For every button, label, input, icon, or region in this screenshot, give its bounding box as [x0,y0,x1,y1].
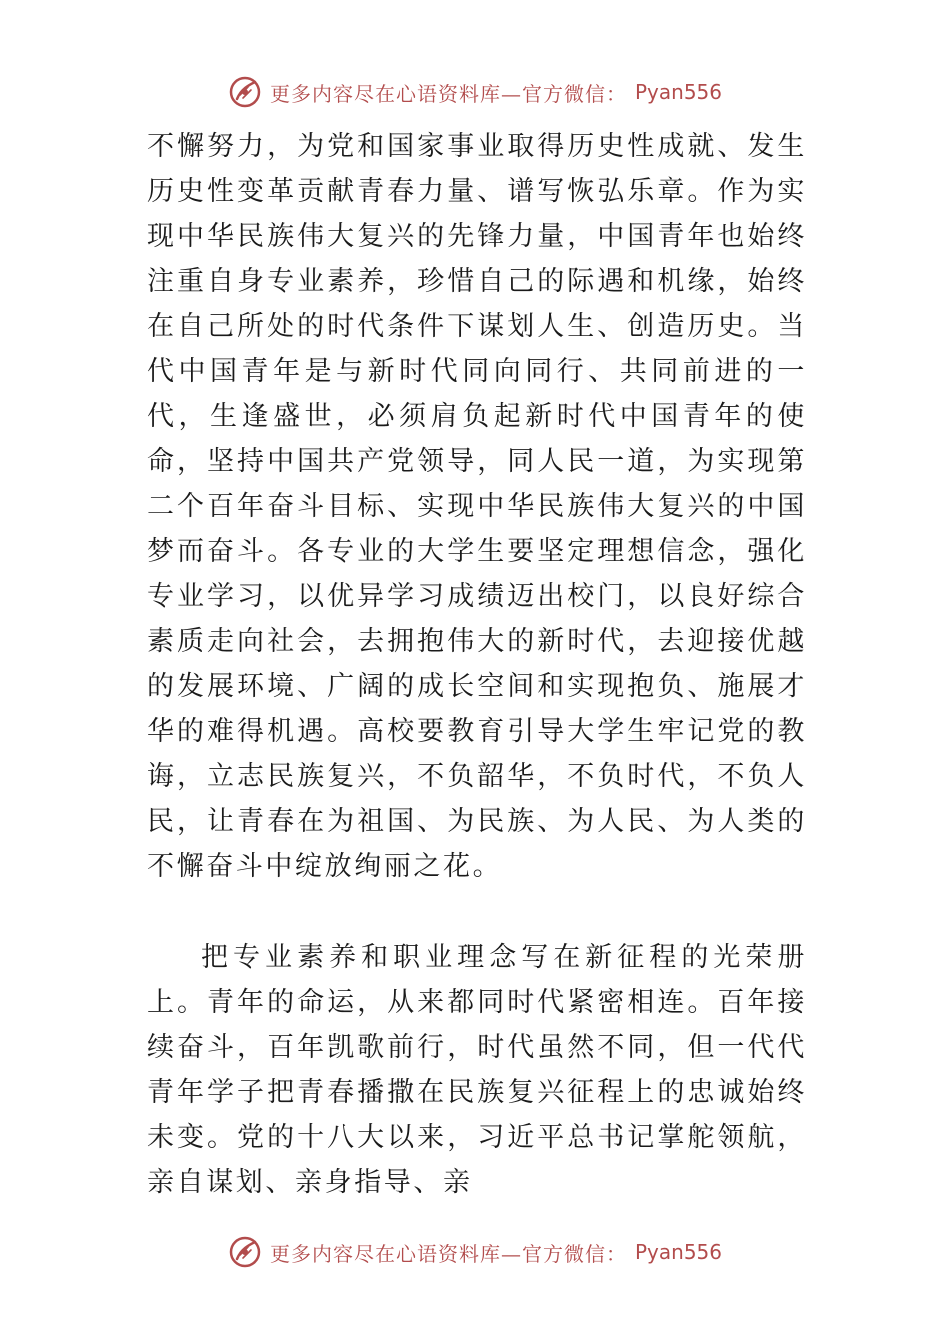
footer-banner [0,1232,950,1272]
header-banner [0,72,950,112]
brand-logo-icon [228,1235,262,1269]
header-banner-text: 更多内容尽在心语资料库—官方微信： [269,81,627,106]
brand-logo-icon [228,75,262,109]
footer-banner-text: 更多内容尽在心语资料库—官方微信： [269,1241,627,1266]
header-wechat-id: Pyan556 [634,80,722,104]
document-body [147,124,807,1205]
footer-wechat-id: Pyan556 [634,1240,722,1264]
paragraph-1: 不懈努力，为党和国家事业取得历史性成就、发生历史性变革贡献青春力量、谱写恢弘乐章。作为实现中华民族伟大复兴的先锋力量，中国青年也始终注重自身专业素养，珍惜自己的际遇和机缘，始终在自己所处的时代条件下谋划人生、创造历史。当代中国青年是与新时代同向同行、共同前进的一代，生逢盛世，必须肩负起新时代中国青年的使命，坚持中国共产党领导，同人民一道，为实现第二个百年奋斗目标、实现中华民族伟大复兴的中国梦而奋斗。各专业的大学生要坚定理想信念，强化专业学习，以优异学习成绩迈出校门，以良好综合素质走向社会，去拥抱伟大的新时代，去迎接优越的发展环境、广阔的成长空间和实现抱负、施展才华的难得机遇。高校要教育引导大学生牢记党的教诲，立志民族复兴，不负韶华，不负时代，不负人民，让青春在为祖国、为民族、为人民、为人类的不懈奋斗中绽放绚丽之花。 [147,131,807,882]
paragraph-2: 把专业素养和职业理念写在新征程的光荣册上。青年的命运，从来都同时代紧密相连。百年接续奋斗，百年凯歌前行，时代虽然不同，但一代代青年学子把青春播撒在民族复兴征程上的忠诚始终未变。党的十八大以来，习近平总书记掌舵领航，亲自谋划、亲身指导、亲 [147,942,807,1198]
